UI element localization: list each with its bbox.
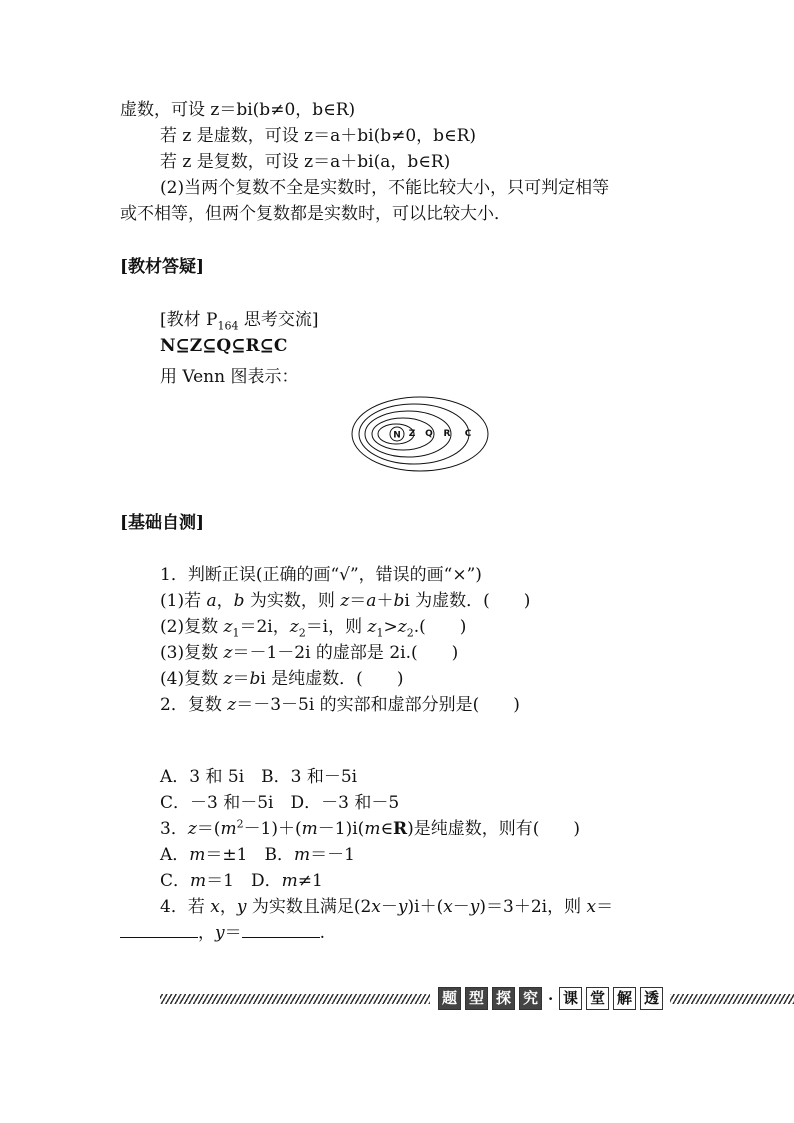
question-2: 2．复数 z＝－3－5i 的实部和虚部分别是( ) [160,695,520,715]
question-1-item-4: (4)复数 z＝bi 是纯虚数．( ) [160,669,404,689]
question-1-item-3: (3)复数 z＝－1－2i 的虚部是 2i.( ) [160,643,459,663]
banner-char: 解 [613,987,636,1010]
venn-label-n: N [393,430,401,441]
venn-label-z: Z [408,429,416,439]
question-1-item-1: (1)若 a，b 为实数，则 z＝a＋bi 为虚数．( ) [160,591,531,611]
section-banner [160,984,794,1014]
intro-line-1: 虚数，可设 z＝bi(b≠0，b∈R) [120,100,356,120]
banner-hatch-left [160,994,430,1004]
question-3-options-ab: A．m＝±1 B．m＝－1 [160,845,355,865]
question-1: 1．判断正误(正确的画“√”，错误的画“×”) [160,565,482,585]
question-3: 3．$z=(m^2-1)+(m-1)i(m\in R)$是纯虚数，则有( ) [160,817,581,839]
question-2-options-cd: C．－3 和－5i D．－3 和－5 [160,793,400,813]
banner-char: 课 [559,987,582,1010]
question-4-blanks: ，y＝ . [120,922,325,944]
answer-blank-x[interactable] [120,923,198,938]
question-3-options-cd: C．m＝1 D．m≠1 [160,871,323,891]
banner-char: 题 [438,987,461,1010]
question-2-options-ab: A．3 和 5i B．3 和－5i [160,767,358,787]
set-relation: N⊆Z⊆Q⊆R⊆C [160,336,288,356]
textbook-heading: [教材答疑] [120,257,205,277]
venn-diagram [350,394,490,474]
question-1-item-2: (2)复数 $z_1=2i$，$z_2=i$，则 $z_1>z_2$.( ) [160,617,467,640]
banner-char: 究 [519,987,542,1010]
selftest-heading: [基础自测] [120,513,205,533]
banner-char: 型 [465,987,488,1010]
venn-label-q: Q [425,429,433,439]
banner-char: 透 [640,987,663,1010]
intro-line-3: 若 z 是复数，可设 z＝a＋bi(a，b∈R) [160,152,451,172]
venn-label-c: C [464,429,472,439]
venn-intro: 用 Venn 图表示： [160,367,299,387]
intro-line-2: 若 z 是虚数，可设 z＝a＋bi(b≠0，b∈R) [160,126,477,146]
banner-char: 堂 [586,987,609,1010]
venn-label-r: R [443,429,451,439]
banner-separator: · [548,990,554,1008]
banner-char: 探 [492,987,515,1010]
intro-line-4: (2)当两个复数不全是实数时，不能比较大小，只可判定相等 [160,178,610,198]
answer-blank-y[interactable] [242,923,320,938]
intro-line-5: 或不相等，但两个复数都是实数时，可以比较大小． [120,204,511,224]
banner-hatch-right [670,994,794,1004]
textbook-reference: [教材 $P_{164}$ 思考交流] [160,310,319,333]
question-4: 4．若 x，y 为实数且满足(2x－y)i＋(x－y)＝3＋2i，则 x＝ [160,897,614,917]
